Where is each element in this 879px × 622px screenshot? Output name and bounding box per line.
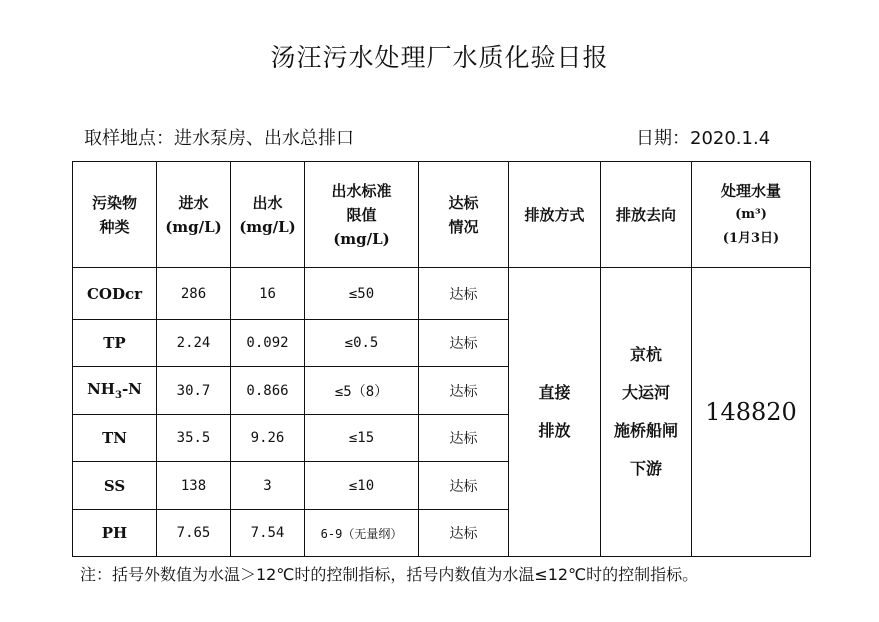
table-row xyxy=(73,268,811,320)
compliance-status: 达标 xyxy=(419,367,509,415)
influent-value: 7.65 xyxy=(157,510,231,557)
header-volume: 处理水量 (m³) (1月3日) xyxy=(692,162,811,268)
pollutant-name: CODcr xyxy=(73,268,157,320)
limit-value: ≤10 xyxy=(305,462,419,510)
compliance-status: 达标 xyxy=(419,320,509,367)
effluent-value: 0.866 xyxy=(231,367,305,415)
compliance-status: 达标 xyxy=(419,268,509,320)
header-limit: 出水标准 限值 (mg/L) xyxy=(305,162,419,268)
limit-value: 6-9（无量纲） xyxy=(305,510,419,557)
compliance-status: 达标 xyxy=(419,462,509,510)
influent-value: 286 xyxy=(157,268,231,320)
footnote: 注：括号外数值为水温＞12℃时的控制指标，括号内数值为水温≤12℃时的控制指标。 xyxy=(80,565,699,584)
limit-value: ≤50 xyxy=(305,268,419,320)
header-influent: 进水 (mg/L) xyxy=(157,162,231,268)
effluent-value: 9.26 xyxy=(231,415,305,462)
header-pollutant: 污染物 种类 xyxy=(73,162,157,268)
influent-value: 138 xyxy=(157,462,231,510)
influent-value: 2.24 xyxy=(157,320,231,367)
water-quality-table xyxy=(72,161,811,557)
effluent-value: 0.092 xyxy=(231,320,305,367)
header-discharge-destination: 排放去向 xyxy=(601,162,692,268)
limit-value: ≤0.5 xyxy=(305,320,419,367)
compliance-status: 达标 xyxy=(419,510,509,557)
pollutant-name: $NH_3-N$ xyxy=(73,367,157,415)
pollutant-name: SS xyxy=(73,462,157,510)
pollutant-name: TP xyxy=(73,320,157,367)
header-effluent: 出水 (mg/L) xyxy=(231,162,305,268)
limit-value: ≤5（8） xyxy=(305,367,419,415)
effluent-value: 16 xyxy=(231,268,305,320)
header-compliance: 达标 情况 xyxy=(419,162,509,268)
report-date: 日期：2020.1.4 xyxy=(636,128,771,149)
effluent-value: 3 xyxy=(231,462,305,510)
discharge-destination: 京杭 大运河 施桥船闸 下游 xyxy=(601,268,692,557)
compliance-status: 达标 xyxy=(419,415,509,462)
pollutant-name: PH xyxy=(73,510,157,557)
influent-value: 35.5 xyxy=(157,415,231,462)
treated-volume: 148820 xyxy=(692,268,811,557)
discharge-method: 直接 排放 xyxy=(509,268,601,557)
pollutant-name: TN xyxy=(73,415,157,462)
limit-value: ≤15 xyxy=(305,415,419,462)
effluent-value: 7.54 xyxy=(231,510,305,557)
header-row xyxy=(73,162,811,268)
influent-value: 30.7 xyxy=(157,367,231,415)
header-discharge-method: 排放方式 xyxy=(509,162,601,268)
page-title: 汤汪污水处理厂水质化验日报 xyxy=(270,43,609,72)
sampling-location: 取样地点：进水泵房、出水总排口 xyxy=(84,128,354,149)
